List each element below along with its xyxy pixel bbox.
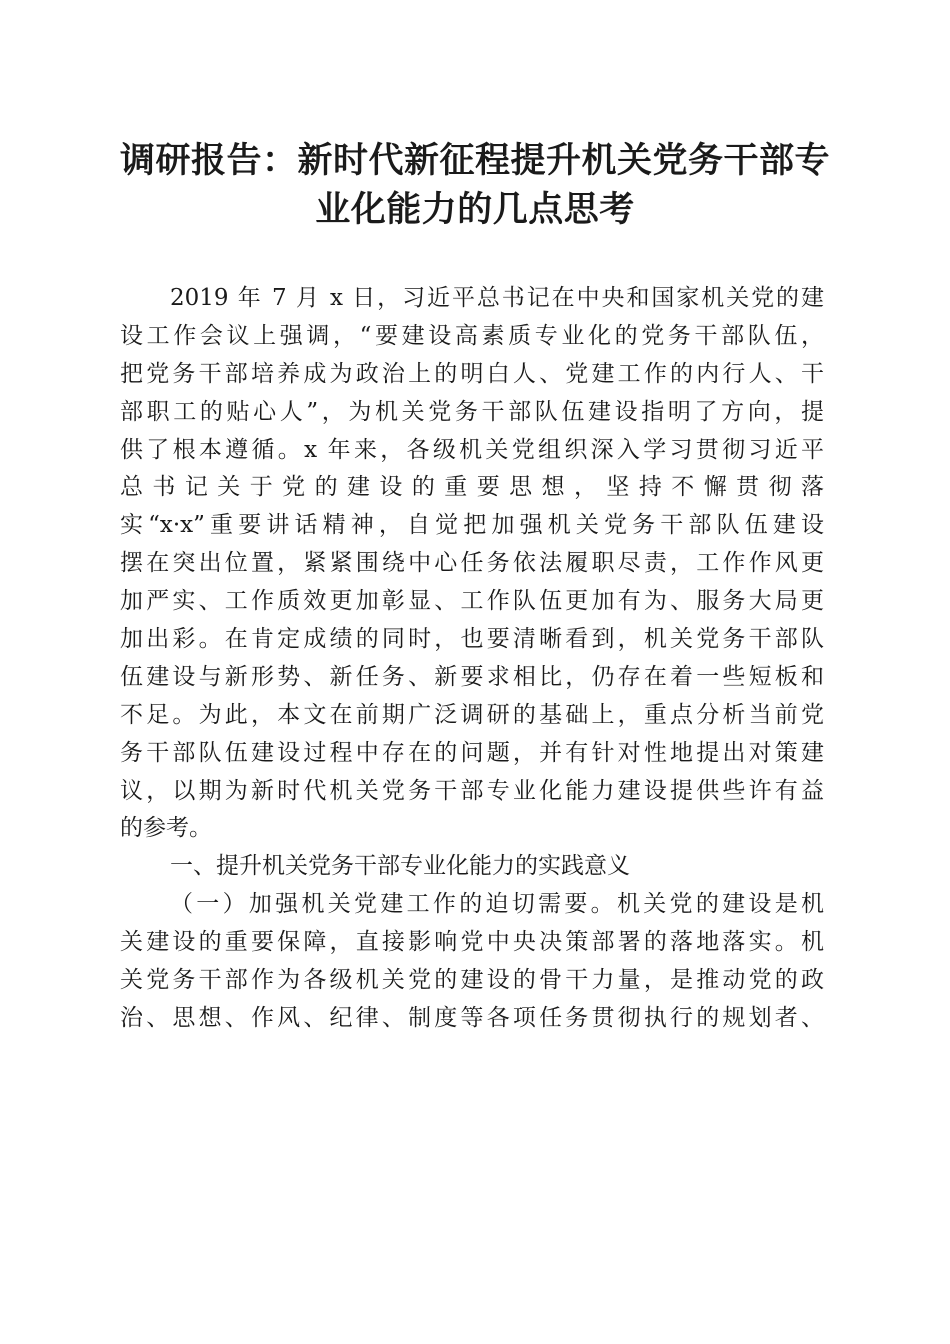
paragraph-line: 加出彩。在肯定成绩的同时，也要清晰看到，机关党务干部队 (120, 626, 824, 653)
paragraph-line: 的参考。 (120, 815, 212, 842)
paragraph-line: 把党务干部培养成为政治上的明白人、党建工作的内行人、干 (120, 360, 824, 387)
paragraph-line: 摆在突出位置，紧紧围绕中心任务依法履职尽责，工作作风更 (120, 550, 824, 577)
section-heading: 一、提升机关党务干部专业化能力的实践意义 (170, 853, 630, 880)
intro-paragraph (120, 280, 824, 848)
paragraph-line: 2019 年 7 月 x 日，习近平总书记在中央和国家机关党的建 (170, 285, 824, 311)
paragraph-line: 不足。为此，本文在前期广泛调研的基础上，重点分析当前党 (120, 701, 824, 728)
title-line: 调研报告：新时代新征程提升机关党务干部专 (119, 140, 830, 181)
paragraph-line: 供了根本遵循。x 年来，各级机关党组织深入学习贯彻习近平 (120, 436, 824, 463)
document-body (120, 280, 824, 1038)
paragraph-line: 部职工的贴心人”，为机关党务干部队伍建设指明了方向，提 (120, 398, 824, 425)
paragraph-line: 总书记关于党的建设的重要思想，坚持不懈贯彻落 (120, 474, 824, 501)
paragraph-line: 议，以期为新时代机关党务干部专业化能力建设提供些许有益 (120, 777, 824, 804)
paragraph-line: 实“x·x”重要讲话精神，自觉把加强机关党务干部队伍建设 (120, 512, 824, 539)
paragraph-line: 伍建设与新形势、新任务、新要求相比，仍存在着一些短板和 (120, 663, 824, 690)
paragraph-line: 关党务干部作为各级机关党的建设的骨干力量，是推动党的政 (120, 967, 824, 994)
subsection-paragraph (120, 886, 824, 1038)
paragraph-line: 加严实、工作质效更加彰显、工作队伍更加有为、服务大局更 (120, 588, 824, 615)
paragraph-line: 务干部队伍建设过程中存在的问题，并有针对性地提出对策建 (120, 739, 824, 766)
paragraph-line: 关建设的重要保障，直接影响党中央决策部署的落地落实。机 (120, 929, 824, 956)
paragraph-line: 治、思想、作风、纪律、制度等各项任务贯彻执行的规划者、 (120, 1004, 824, 1031)
paragraph-line: 设工作会议上强调，“要建设高素质专业化的党务干部队伍， (120, 322, 824, 349)
title-line: 业化能力的几点思考 (315, 189, 635, 230)
paragraph-line: （一）加强机关党建工作的迫切需要。机关党的建设是机 (170, 891, 824, 918)
document-title (110, 136, 840, 234)
